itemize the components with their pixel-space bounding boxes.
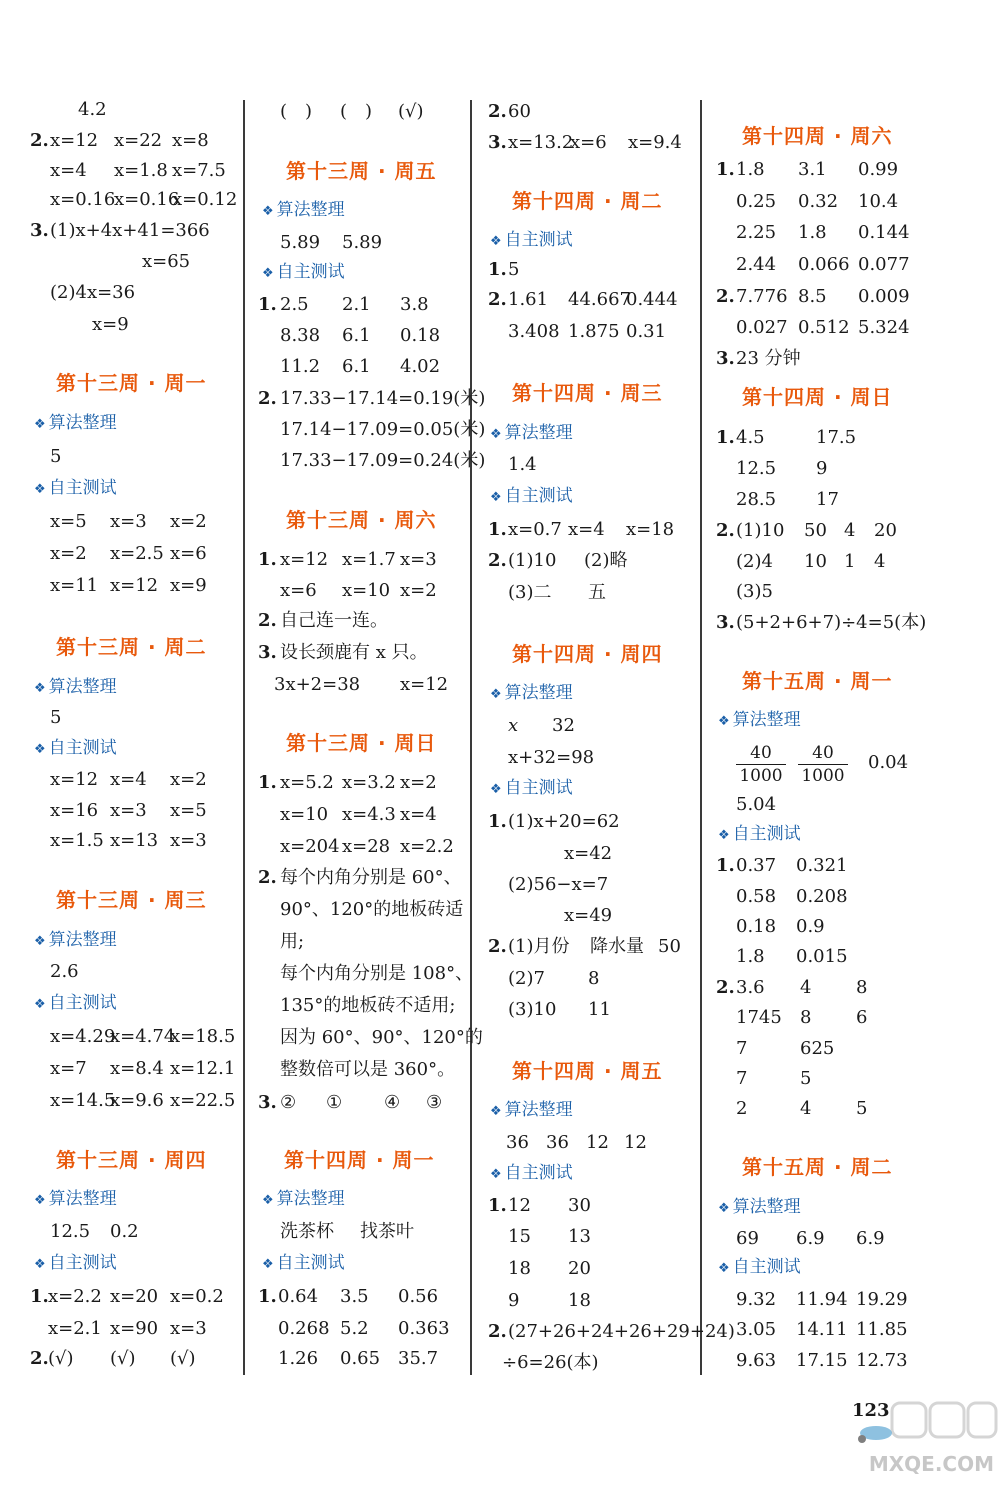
subheading-self-test: ❖ 自主测试 xyxy=(490,1163,573,1183)
subheading-self-test: ❖ 自主测试 xyxy=(34,993,117,1013)
subheading-self-test: ❖ 自主测试 xyxy=(718,1257,801,1277)
subheading-algorithm: ❖ 算法整理 xyxy=(490,683,573,703)
section-heading: 第十三周 · 周三 xyxy=(56,888,207,912)
diamond-icon: ❖ xyxy=(34,417,46,432)
diamond-icon: ❖ xyxy=(490,427,502,442)
diamond-icon: ❖ xyxy=(262,266,274,281)
svg-text:MXQE.COM: MXQE.COM xyxy=(868,1452,994,1476)
diamond-icon: ❖ xyxy=(34,1193,46,1208)
subheading-algorithm: ❖ 算法整理 xyxy=(34,677,117,697)
diamond-icon: ❖ xyxy=(490,782,502,797)
subheading-self-test: ❖ 自主测试 xyxy=(490,486,573,506)
subheading-self-test: ❖ 自主测试 xyxy=(718,824,801,844)
watermark-logo xyxy=(818,1395,998,1480)
diamond-icon: ❖ xyxy=(718,1201,730,1216)
column-divider-1 xyxy=(243,100,245,1375)
diamond-icon: ❖ xyxy=(34,742,46,757)
subheading-algorithm: ❖ 算法整理 xyxy=(718,1197,801,1217)
section-heading: 第十四周 · 周六 xyxy=(742,124,893,148)
subheading-self-test: ❖ 自主测试 xyxy=(34,738,117,758)
section-heading: 第十三周 · 周五 xyxy=(286,159,437,183)
diamond-icon: ❖ xyxy=(34,482,46,497)
subheading-algorithm: ❖ 算法整理 xyxy=(262,1189,345,1209)
fraction: 40 1000 xyxy=(736,743,786,786)
section-heading: 第十三周 · 周六 xyxy=(286,508,437,532)
diamond-icon: ❖ xyxy=(718,714,730,729)
subheading-self-test: ❖ 自主测试 xyxy=(34,1253,117,1273)
section-heading: 第十四周 · 周二 xyxy=(512,189,663,213)
subheading-self-test: ❖ 自主测试 xyxy=(262,1253,345,1273)
subheading-algorithm: ❖ 算法整理 xyxy=(490,1100,573,1120)
section-heading: 第十四周 · 周五 xyxy=(512,1059,663,1083)
subheading-algorithm: ❖ 算法整理 xyxy=(34,413,117,433)
section-heading: 第十四周 · 周三 xyxy=(512,381,663,405)
diamond-icon: ❖ xyxy=(490,1104,502,1119)
diamond-icon: ❖ xyxy=(490,490,502,505)
diamond-icon: ❖ xyxy=(490,1167,502,1182)
section-heading: 第十五周 · 周一 xyxy=(742,669,893,693)
column-divider-3 xyxy=(700,100,702,1375)
fraction: 40 1000 xyxy=(798,743,848,786)
subheading-algorithm: ❖ 算法整理 xyxy=(34,1189,117,1209)
diamond-icon: ❖ xyxy=(262,204,274,219)
section-heading: 第十三周 · 周二 xyxy=(56,635,207,659)
page-number: 123 xyxy=(852,1400,890,1421)
diamond-icon: ❖ xyxy=(34,934,46,949)
section-heading: 第十四周 · 周四 xyxy=(512,642,663,666)
section-heading: 第十三周 · 周一 xyxy=(56,371,207,395)
subheading-algorithm: ❖ 算法整理 xyxy=(34,930,117,950)
section-heading: 第十三周 · 周日 xyxy=(286,731,437,755)
diamond-icon: ❖ xyxy=(718,828,730,843)
subheading-self-test: ❖ 自主测试 xyxy=(490,778,573,798)
subheading-self-test: ❖ 自主测试 xyxy=(34,478,117,498)
diamond-icon: ❖ xyxy=(34,681,46,696)
diamond-icon: ❖ xyxy=(490,687,502,702)
diamond-icon: ❖ xyxy=(262,1257,274,1272)
diamond-icon: ❖ xyxy=(34,1257,46,1272)
diamond-icon: ❖ xyxy=(718,1261,730,1276)
section-heading: 第十三周 · 周四 xyxy=(56,1148,207,1172)
subheading-algorithm: ❖ 算法整理 xyxy=(718,710,801,730)
subheading-self-test: ❖ 自主测试 xyxy=(490,230,573,250)
section-heading: 第十四周 · 周日 xyxy=(742,385,893,409)
diamond-icon: ❖ xyxy=(262,1193,274,1208)
section-heading: 第十五周 · 周二 xyxy=(742,1155,893,1179)
diamond-icon: ❖ xyxy=(34,997,46,1012)
section-heading: 第十四周 · 周一 xyxy=(284,1148,435,1172)
subheading-self-test: ❖ 自主测试 xyxy=(262,262,345,282)
column-divider-2 xyxy=(470,100,472,1375)
diamond-icon: ❖ xyxy=(490,234,502,249)
subheading-algorithm: ❖ 算法整理 xyxy=(262,200,345,220)
subheading-algorithm: ❖ 算法整理 xyxy=(490,423,573,443)
